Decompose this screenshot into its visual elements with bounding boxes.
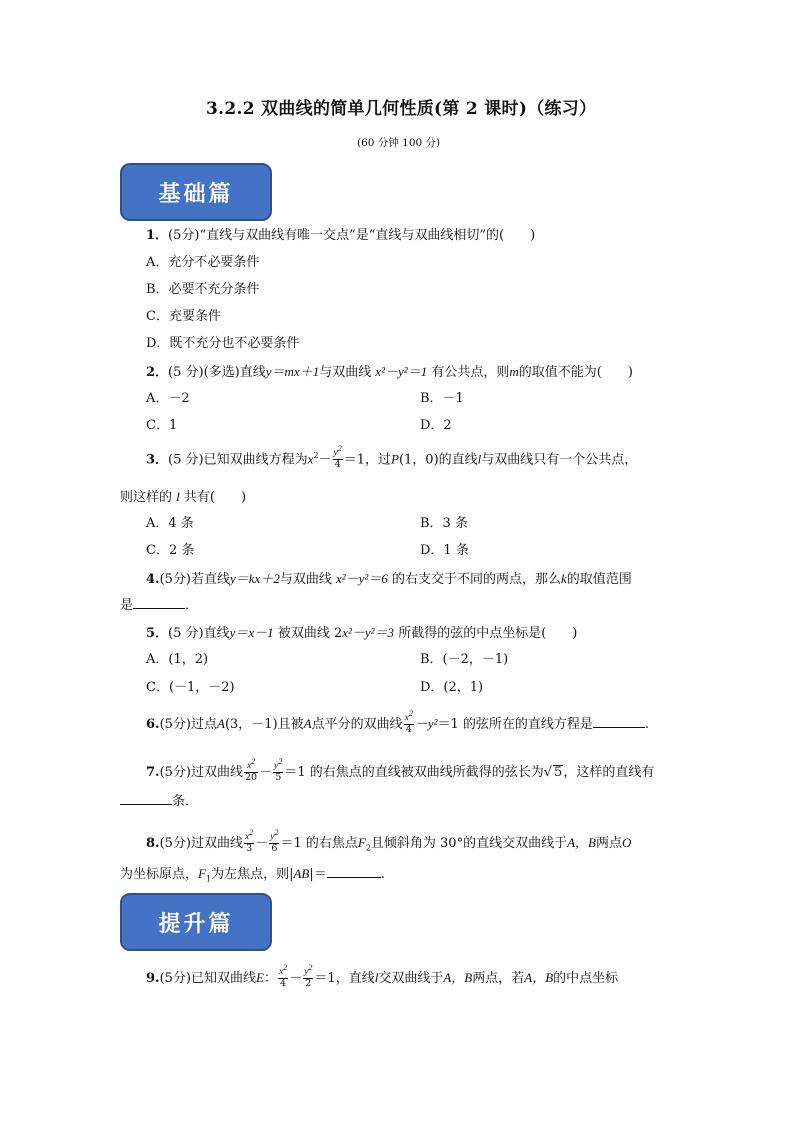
math-op: － [255,836,269,852]
question-4 [146,572,632,586]
math-var: y [230,571,236,586]
math-var: l [176,489,180,504]
math-sup: 2 [283,963,288,972]
math-var: A [217,716,225,732]
question-text: 为左焦点，则| [211,867,294,882]
question-7-line-2 [120,795,198,808]
math-var: m [509,364,519,379]
math-den: 3 [246,843,253,855]
math-var: A，B [443,970,473,986]
question-number: 5． [146,626,169,641]
question-text: 的右支交于不同的两点，那么 [391,572,561,587]
math-sup: 2 [313,451,319,460]
math-var: A，B [567,835,596,851]
question-text: ＝1，直线 [314,971,375,987]
math-num: x [245,832,250,843]
question-text: 且倾斜角为 30°的直线交双曲线于 [370,836,568,852]
option-b: B．(－2，－1) [420,652,509,667]
option-c: C．1 [146,418,178,433]
math-fraction [333,445,343,470]
math-fraction [303,964,313,989]
question-text: 被双曲线 2 [277,626,343,641]
section-banner-advanced: 提升篇 [120,893,272,951]
math-fraction [244,829,254,854]
math-var: E [256,970,264,986]
question-text: (5 分)直线 [168,626,230,641]
question-text: ＝1，过 [343,452,391,468]
question-text: (5分)已知双曲线 [159,971,256,987]
math-num: y [274,761,279,772]
question-text: (5 分)(多选)直线 [168,365,266,380]
page-subtitle: (60 分钟 100 分) [357,137,441,149]
option-d: D．(2，1) [420,680,484,695]
question-text: . [644,717,650,733]
math-fraction [278,964,288,989]
question-text: 有公共点，则 [431,365,510,380]
question-3 [146,441,637,475]
math-den: 4 [405,724,412,736]
math-sup: 2 [308,963,313,972]
question-text: 则这样的 [120,490,173,505]
math-expr: x²－y²＝6 [335,571,388,586]
question-8-line-2 [120,867,385,884]
question-text: 为坐标原点， [120,867,199,882]
math-fraction [269,829,279,854]
math-expr: ＝kx＋2 [235,571,280,586]
math-var: y [229,625,236,640]
math-num: y [333,448,338,459]
question-6 [146,709,650,737]
math-op: － [289,971,303,987]
math-num: x [246,761,252,772]
question-text: (5分)过双曲线 [159,836,243,852]
math-op: － [259,765,273,781]
math-expr: －y² [414,716,438,732]
math-var: P [391,451,399,467]
math-var: A，B [524,970,554,986]
page-title: 3.2.2 双曲线的简单几何性质(第 2 课时)（练习） [206,99,597,119]
question-number: 9. [146,971,160,987]
question-text: 是 [120,598,134,613]
math-sup: 2 [408,709,413,718]
question-9 [146,963,619,991]
option-b: B．必要不充分条件 [146,282,260,297]
question-4-line-2 [120,599,198,612]
math-expr: x²－y²＝1 [375,364,428,379]
question-text: (5分)若直线 [159,572,230,587]
math-den: 6 [271,843,278,855]
math-fraction [404,710,414,735]
math-op: ： [263,971,277,987]
math-sup: 2 [251,757,256,766]
math-sup: 2 [274,828,279,837]
question-text: 交双曲线于 [378,971,444,987]
question-2 [146,365,633,379]
question-text: ＝1 的右焦点 [280,836,358,852]
question-7 [146,757,655,785]
math-var: F [357,835,366,851]
option-a: A．4 条 [146,516,194,531]
question-1 [146,229,535,242]
question-text: (3，－1)且被 [224,717,304,733]
math-sup: 2 [337,444,342,454]
question-number: 4. [146,572,160,587]
answer-blank[interactable] [593,727,645,728]
question-text: (1，0)的直线 [398,452,478,468]
option-c: C．(－1，－2) [146,680,235,695]
question-text: (5分)“直线与双曲线有唯一交点”是“直线与双曲线相切”的( ) [168,228,536,243]
math-sup: 2 [249,828,254,837]
math-den: 2 [305,978,312,990]
question-text: ． [185,598,199,613]
option-d: D．2 [420,418,452,433]
math-var: AB [293,866,310,881]
math-expr: x²－y²＝3 [342,625,395,640]
question-text: (5 分)已知双曲线方程为 [168,452,308,468]
answer-blank[interactable] [133,608,185,609]
math-radicand: 5 [554,765,563,781]
question-text: 与双曲线 [279,572,332,587]
question-number: 8. [146,836,160,852]
option-d: D．既不充分也不必要条件 [146,336,300,351]
math-var: y [265,364,272,379]
option-b: B．－1 [420,391,464,406]
question-text: 条． [172,794,199,809]
option-a: A．充分不必要条件 [146,255,260,270]
question-3-line-2 [120,490,246,504]
question-8 [146,828,632,856]
math-sub: 1 [205,874,212,884]
math-expr: ＝mx＋1 [271,364,320,379]
math-var: F [198,866,206,881]
math-fraction [244,758,258,783]
question-text: 与双曲线 [319,365,372,380]
question-text: ，这样的直线有 [563,765,655,781]
math-sub: 2 [365,843,371,853]
question-number: 1． [146,228,169,243]
math-var: l [477,451,482,467]
math-expr: ＝x－1 [235,625,274,640]
math-num: x [404,713,409,724]
question-text: 点平分的双曲线 [311,717,403,733]
math-fraction [273,758,283,783]
math-den: 5 [275,772,282,784]
question-number: 6. [146,717,160,733]
question-text: . [380,867,385,882]
question-text: 的中点坐标 [553,971,619,987]
question-text: 的取值范围 [566,572,632,587]
option-a: A．(1，2) [146,652,209,667]
option-b: B．3 条 [420,516,468,531]
sqrt-icon: √ [543,765,553,781]
math-num: y [304,967,309,978]
question-text: 两点 [595,836,622,852]
answer-blank[interactable] [120,804,172,805]
math-den: 4 [334,459,341,471]
question-5 [146,626,577,640]
question-text: 共有( ) [183,490,247,505]
math-var: l [374,970,379,986]
math-num: x [278,967,284,978]
math-var: x [307,451,314,467]
question-number: 7. [146,765,160,781]
math-sup: 2 [278,757,283,766]
question-text: |＝ [309,867,327,882]
option-a: A．－2 [146,391,190,406]
option-c: C．充要条件 [146,309,221,324]
question-text: ＝1 的弦所在的直线方程是 [437,717,593,733]
question-number: 3． [146,452,169,468]
question-number: 2． [146,365,169,380]
math-var: O [622,835,632,851]
section-banner-basic: 基础篇 [120,163,272,221]
question-text: (5分)过双曲线 [159,765,243,781]
answer-blank[interactable] [327,877,381,878]
math-num: y [270,832,275,843]
question-text: (5分)过点 [159,717,217,733]
question-text: ＝1 的右焦点的直线被双曲线所截得的弦长为 [284,765,544,781]
math-var: A [303,716,312,732]
math-op: － [318,452,332,468]
question-text: 的取值不能为( ) [518,365,633,380]
option-d: D．1 条 [420,543,469,558]
question-text: 所截得的弦的中点坐标是( ) [398,626,578,641]
option-c: C．2 条 [146,543,195,558]
math-den: 20 [245,772,258,784]
math-den: 4 [280,978,287,990]
question-text: 两点，若 [472,971,525,987]
math-var: k [560,571,567,586]
question-text: 与双曲线只有一个公共点， [481,452,638,468]
